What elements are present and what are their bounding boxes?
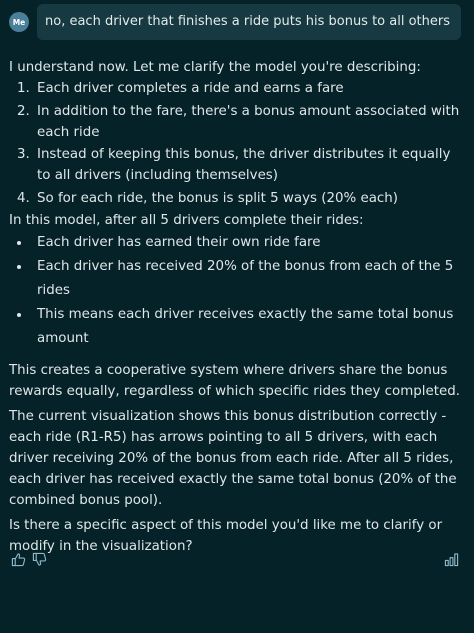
list-item-number: 4.	[17, 190, 30, 206]
bullet-dot	[17, 265, 21, 269]
bullet-dot	[17, 313, 21, 317]
reply-intro: I understand now. Let me clarify the model you're describing:	[9, 60, 421, 75]
list-item-text: Each driver has earned their own ride fare	[37, 235, 321, 250]
bullet-dot	[17, 241, 21, 245]
thumbs-up-icon[interactable]	[9, 550, 27, 568]
assistant-reply	[9, 57, 461, 561]
paragraph-question: Is there a specific aspect of this model you'd like me to clarify or modify in the visualization?	[9, 518, 443, 554]
list-item-text: This means each driver receives exactly the same total bonus amount	[37, 307, 454, 346]
list-item	[9, 78, 461, 99]
model-steps-list	[9, 78, 461, 209]
user-message-row	[9, 4, 461, 40]
list-item	[9, 188, 461, 209]
model-heading: In this model, after all 5 drivers complete their rides:	[9, 213, 364, 228]
list-item-text: Each driver completes a ride and earns a fare	[37, 81, 344, 96]
list-item-number: 1.	[17, 81, 30, 96]
paragraph-cooperative: This creates a cooperative system where drivers share the bonus rewards equally, regardless of which specific rides they completed.	[9, 363, 460, 399]
list-item	[9, 144, 461, 186]
avatar-initials: Me	[12, 17, 26, 27]
list-item-text: Each driver has received 20% of the bonus from each of the 5 rides	[37, 259, 454, 298]
list-item	[9, 231, 461, 255]
message-actions	[9, 550, 460, 568]
thumbs-down-icon[interactable]	[30, 550, 48, 568]
list-item-text: So for each ride, the bonus is split 5 ways (20% each)	[37, 190, 399, 206]
list-item	[9, 303, 461, 351]
user-avatar	[9, 12, 29, 32]
chart-icon[interactable]	[442, 550, 460, 568]
list-item-number: 2.	[17, 103, 30, 119]
model-outcomes-list	[9, 231, 461, 351]
paragraph-visualization: The current visualization shows this bonus distribution correctly - each ride (R1-R5) has arrows pointing to all 5 drivers, with each driver receiving 20% of the bonus from each ride. After all 5 rides, each driver has received exactly the same total bonus (20% of the combined bonus pool).	[9, 409, 457, 508]
user-message-bubble	[37, 4, 461, 40]
list-item-text: Instead of keeping this bonus, the driver distributes it equally to all drivers (including themselves)	[37, 147, 451, 183]
user-message-text: no, each driver that finishes a ride puts his bonus to all others	[45, 14, 450, 29]
list-item	[9, 101, 461, 143]
list-item-number: 3.	[17, 147, 30, 162]
list-item	[9, 255, 461, 303]
list-item-text: In addition to the fare, there's a bonus amount associated with each ride	[37, 103, 460, 140]
